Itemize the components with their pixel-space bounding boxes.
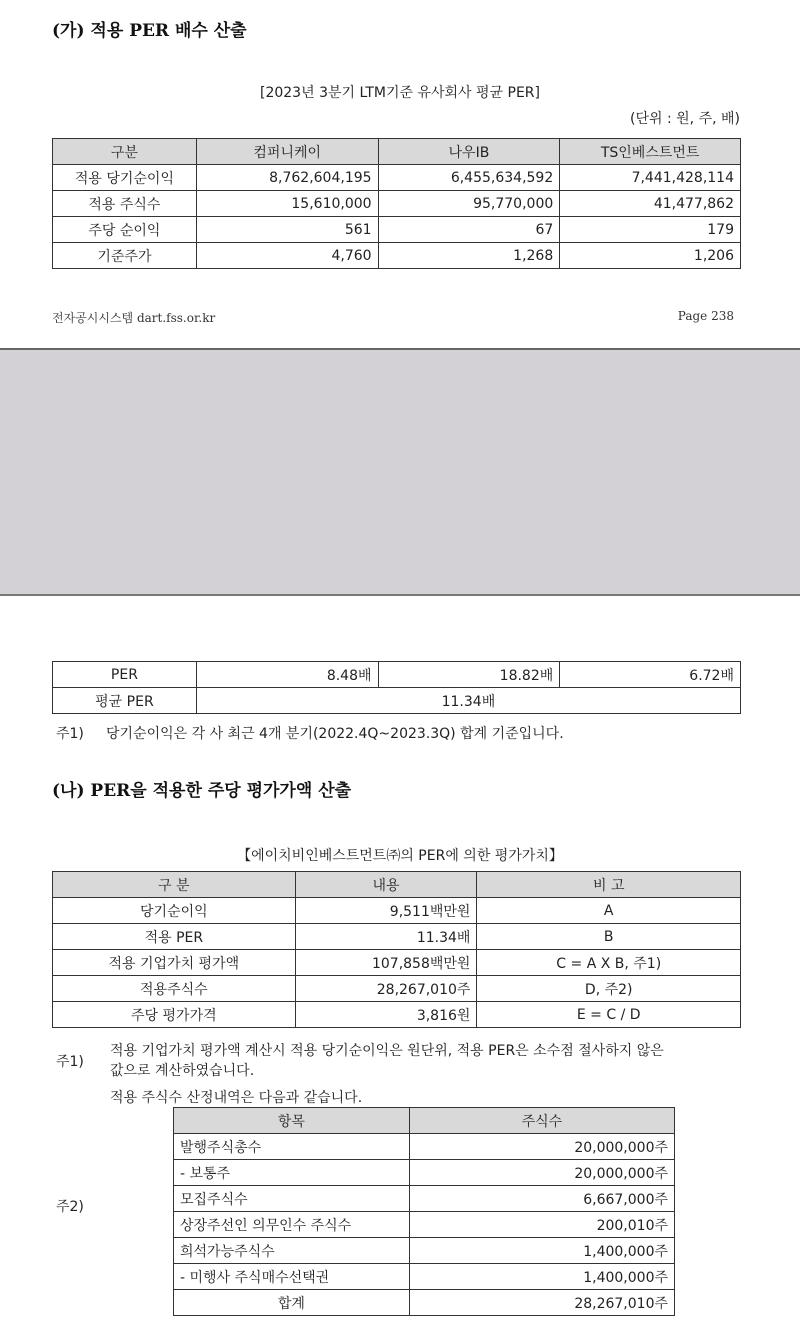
cell: 1,400,000주 [409, 1264, 674, 1290]
note2-intro: 적용 주식수 산정내역은 다음과 같습니다. [110, 1090, 363, 1106]
section1-heading: (가) 적용 PER 배수 산출 [52, 21, 247, 41]
table-row [53, 976, 741, 1002]
header-cell: 컴퍼니케이 [196, 139, 378, 165]
table-row [53, 243, 741, 269]
table1-title: [2023년 3분기 LTM기준 유사회사 평균 PER] [260, 85, 540, 101]
row-label: 적용주식수 [53, 976, 296, 1002]
cell: 6,455,634,592 [378, 165, 560, 191]
table-row [53, 1002, 741, 1028]
cell: A [477, 898, 741, 924]
table-row [53, 191, 741, 217]
row-label: 평균 PER [53, 688, 197, 714]
header-cell: 항목 [174, 1108, 410, 1134]
cell: 3,816원 [295, 1002, 477, 1028]
table-row [53, 165, 741, 191]
table-header-row [53, 139, 741, 165]
footer-site: 전자공시시스템 dart.fss.or.kr [52, 311, 216, 325]
cell: 6,667,000주 [409, 1186, 674, 1212]
note2-label: 주2) [56, 1199, 84, 1215]
table-row [53, 924, 741, 950]
table-row [53, 688, 741, 714]
table-row [174, 1238, 675, 1264]
row-label: 상장주선인 의무인수 주식수 [174, 1212, 410, 1238]
table-header-row [174, 1108, 675, 1134]
row-label: PER [53, 662, 197, 688]
cell: 41,477,862 [560, 191, 741, 217]
table-row [53, 662, 741, 688]
row-label: 주당 순이익 [53, 217, 197, 243]
header-cell: 주식수 [409, 1108, 674, 1134]
cell: 1,400,000주 [409, 1238, 674, 1264]
row-label: 적용 기업가치 평가액 [53, 950, 296, 976]
footer-page-number: Page 238 [677, 309, 734, 323]
note1-line: 값으로 계산하였습니다. [110, 1063, 255, 1079]
cell: 9,511백만원 [295, 898, 477, 924]
header-cell: 나우IB [378, 139, 560, 165]
total-label: 합계 [174, 1290, 410, 1316]
cell: 1,268 [378, 243, 560, 269]
row-label: 모집주식수 [174, 1186, 410, 1212]
cell: 8.48배 [196, 662, 378, 688]
shares-breakdown-table [173, 1107, 675, 1316]
table-row [174, 1264, 675, 1290]
cell: 561 [196, 217, 378, 243]
note1-line: 적용 기업가치 평가액 계산시 적용 당기순이익은 원단위, 적용 PER은 소수점 절사하지 않은 [110, 1043, 664, 1059]
header-cell: 구분 [53, 139, 197, 165]
table-row [174, 1160, 675, 1186]
total-value: 28,267,010주 [409, 1290, 674, 1316]
cell: 179 [560, 217, 741, 243]
cell: E = C / D [477, 1002, 741, 1028]
cell: 200,010주 [409, 1212, 674, 1238]
row-label: 적용 당기순이익 [53, 165, 197, 191]
total-row [174, 1290, 675, 1316]
header-cell: TS인베스트먼트 [560, 139, 741, 165]
table-row [53, 950, 741, 976]
cell: 20,000,000주 [409, 1160, 674, 1186]
row-label: - 미행사 주식매수선택권 [174, 1264, 410, 1290]
unit-label: (단위 : 원, 주, 배) [630, 111, 740, 127]
cell: 20,000,000주 [409, 1134, 674, 1160]
cell: 8,762,604,195 [196, 165, 378, 191]
header-cell: 내용 [295, 872, 477, 898]
cell: 95,770,000 [378, 191, 560, 217]
cell: 6.72배 [560, 662, 741, 688]
note1-label: 주1) [56, 1054, 84, 1070]
cell: 4,760 [196, 243, 378, 269]
cell: 18.82배 [378, 662, 560, 688]
cell: 15,610,000 [196, 191, 378, 217]
row-label: - 보통주 [174, 1160, 410, 1186]
valuation-table [52, 871, 741, 1028]
cell: 28,267,010주 [295, 976, 477, 1002]
per-table [52, 138, 741, 269]
note-text: 당기순이익은 각 사 최근 4개 분기(2022.4Q~2023.3Q) 합계 기준입니다. [106, 726, 564, 742]
cell: D, 주2) [477, 976, 741, 1002]
cell: 7,441,428,114 [560, 165, 741, 191]
note-label: 주1) [56, 726, 84, 742]
cell: 1,206 [560, 243, 741, 269]
row-label: 당기순이익 [53, 898, 296, 924]
cell: C = A X B, 주1) [477, 950, 741, 976]
row-label: 희석가능주식수 [174, 1238, 410, 1264]
cell: 11.34배 [295, 924, 477, 950]
cell: 67 [378, 217, 560, 243]
row-label: 적용 PER [53, 924, 296, 950]
section2-heading: (나) PER을 적용한 주당 평가가액 산출 [52, 781, 352, 801]
table2-title: 【에이치비인베스트먼트㈜의 PER에 의한 평가가치】 [237, 848, 563, 864]
table-row [53, 217, 741, 243]
table-header-row [53, 872, 741, 898]
row-label: 발행주식총수 [174, 1134, 410, 1160]
header-cell: 비 고 [477, 872, 741, 898]
cell: 11.34배 [196, 688, 740, 714]
note1-text [110, 1041, 740, 1081]
per-table-continued [52, 661, 741, 714]
header-cell: 구 분 [53, 872, 296, 898]
row-label: 적용 주식수 [53, 191, 197, 217]
row-label: 기준주가 [53, 243, 197, 269]
table-row [174, 1212, 675, 1238]
cell: 107,858백만원 [295, 950, 477, 976]
table-row [174, 1134, 675, 1160]
table-row [174, 1186, 675, 1212]
table-row [53, 898, 741, 924]
page-break-band [0, 348, 800, 596]
row-label: 주당 평가가격 [53, 1002, 296, 1028]
cell: B [477, 924, 741, 950]
